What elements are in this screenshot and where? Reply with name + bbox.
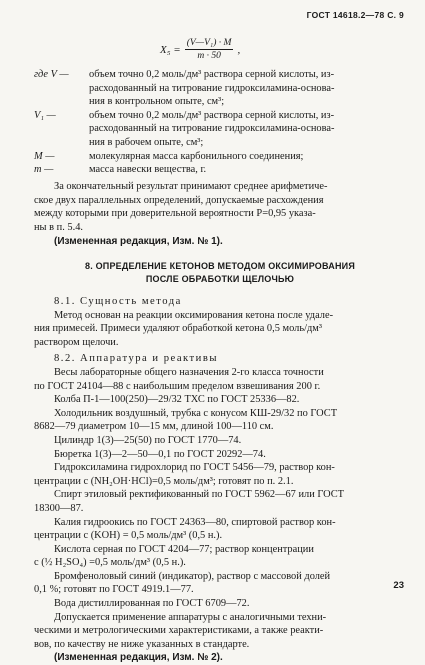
subsection-title: 8.2. Аппаратура и реактивы xyxy=(54,353,218,365)
text-line: между которыми при доверительной вероятности P=0,95 указа- xyxy=(34,208,316,220)
equipment-list xyxy=(34,366,406,651)
equipment-line: центрации c (NH₂OH·HCl)=0,5 моль/дм³; готовят по п. 2.1. xyxy=(34,475,294,487)
equipment-line: Колба П-1—100(250)—29/32 ТХС по ГОСТ 25336—82. xyxy=(54,394,300,406)
formula-fraction xyxy=(185,37,234,62)
definition-text: молекулярная масса карбонильного соединения; xyxy=(89,150,304,162)
text-line: раствором щелочи. xyxy=(34,336,119,348)
formula-denominator: m · 50 xyxy=(197,51,221,61)
equipment-line: по ГОСТ 24104—88 с наибольшим пределом взвешивания 200 г. xyxy=(34,380,321,392)
definition-row xyxy=(34,109,406,123)
equipment-line: Бромфеноловый синий (индикатор), раствор с массовой долей xyxy=(54,570,331,582)
text-line: Метод основан на реакции оксимирования кетона после удале- xyxy=(54,309,334,321)
definition-row xyxy=(34,163,406,177)
definition-row xyxy=(34,150,406,164)
definition-symbol xyxy=(34,95,89,109)
text-line: ны в п. 5.4. xyxy=(34,221,83,233)
equipment-line: Кислота серная по ГОСТ 4204—77; раствор концентрации xyxy=(54,543,314,555)
equipment-line: Бюретка 1(3)—2—50—0,1 по ГОСТ 20292—74. xyxy=(54,448,266,460)
equipment-line: Цилиндр 1(3)—25(50) по ГОСТ 1770—74. xyxy=(54,434,242,446)
text-line: За окончательный результат принимают среднее арифметиче- xyxy=(54,181,328,192)
page-number: 23 xyxy=(393,580,404,591)
page-header: ГОСТ 14618.2—78 С. 9 xyxy=(306,10,404,20)
definition-text: ния в контрольном опыте, см³; xyxy=(89,96,225,108)
equipment-line: 0,1 %; готовят по ГОСТ 4919.1—77. xyxy=(34,584,194,596)
equipment-line: вов, по качеству не ниже указанных в стандарте. xyxy=(34,638,250,650)
edit-note: (Измененная редакция, Изм. № 2). xyxy=(54,652,223,664)
equipment-line: Допускается применение аппаратуры с аналогичными техни- xyxy=(54,611,327,623)
definition-text: масса навески вещества, г. xyxy=(89,164,207,176)
method-section xyxy=(34,295,406,665)
text-line: ское двух параллельных определений, допускаемые расхождения xyxy=(34,194,324,206)
definition-text: расходованный на титрование гидроксиламина-основа- xyxy=(89,82,335,94)
equipment-line: центрации c (KOH) = 0,5 моль/дм³ (0,5 н.). xyxy=(34,530,223,542)
formula-lhs: X₅ = xyxy=(160,43,181,56)
definition-text: ния в рабочем опыте, см³; xyxy=(89,136,204,148)
definition-text: объем точно 0,2 моль/дм³ раствора серной кислоты, из- xyxy=(89,109,335,121)
definition-symbol xyxy=(34,136,89,150)
definitions-list xyxy=(34,68,406,177)
definition-symbol: M — xyxy=(34,150,55,162)
equipment-line: Гидроксиламина гидрохлорид по ГОСТ 5456—79, раствор кон- xyxy=(54,462,335,474)
definition-text: объем точно 0,2 моль/дм³ раствора серной кислоты, из- xyxy=(89,69,335,80)
equipment-line: 18300—87. xyxy=(34,502,84,514)
formula xyxy=(160,37,240,62)
equipment-line: Спирт этиловый ректификованный по ГОСТ 5962—67 или ГОСТ xyxy=(54,489,345,501)
definition-symbol xyxy=(34,82,89,96)
definition-symbol: m — xyxy=(34,164,54,176)
definition-row xyxy=(34,68,406,82)
edit-note: (Измененная редакция, Изм. № 1). xyxy=(54,236,223,248)
section-heading xyxy=(34,260,406,286)
section-heading-line: ПОСЛЕ ОБРАБОТКИ ЩЕЛОЧЬЮ xyxy=(145,274,295,284)
definition-symbol xyxy=(34,122,89,136)
formula-numerator: (V—V₁) · M xyxy=(186,38,232,48)
definition-symbol: где V — xyxy=(34,69,69,80)
definition-symbol: V₁ — xyxy=(34,109,56,121)
definition-row xyxy=(34,95,406,109)
equipment-line: c (½ H₂SO₄) =0,5 моль/дм³ (0,5 н.). xyxy=(34,557,186,569)
equipment-line: Калия гидроокись по ГОСТ 24363—80, спиртовой раствор кон- xyxy=(54,516,336,528)
equipment-line: Весы лабораторные общего назначения 2-го класса точности xyxy=(54,366,324,378)
equipment-line: Холодильник воздушный, трубка с конусом КШ-29/32 по ГОСТ xyxy=(54,407,338,419)
equipment-line: 8682—79 диаметром 10—15 мм, длиной 100—110 см. xyxy=(34,421,274,433)
text-line: ния примесей. Примеси удаляют обработкой кетона 0,5 моль/дм³ xyxy=(34,323,322,335)
equipment-line: Вода дистиллированная по ГОСТ 6709—72. xyxy=(54,598,250,610)
definition-row xyxy=(34,82,406,96)
definition-row xyxy=(34,136,406,150)
section-heading-line: 8. ОПРЕДЕЛЕНИЕ КЕТОНОВ МЕТОДОМ ОКСИМИРОВАНИЯ xyxy=(84,261,355,271)
formula-tail: , xyxy=(237,43,241,56)
definition-row xyxy=(34,122,406,136)
subsection-title: 8.1. Сущность метода xyxy=(54,296,182,307)
equipment-line: ческими и метрологическими характеристиками, а также реакти- xyxy=(34,625,324,637)
definition-text: расходованный на титрование гидроксиламина-основа- xyxy=(89,123,335,135)
conclusion-paragraph xyxy=(34,180,406,249)
